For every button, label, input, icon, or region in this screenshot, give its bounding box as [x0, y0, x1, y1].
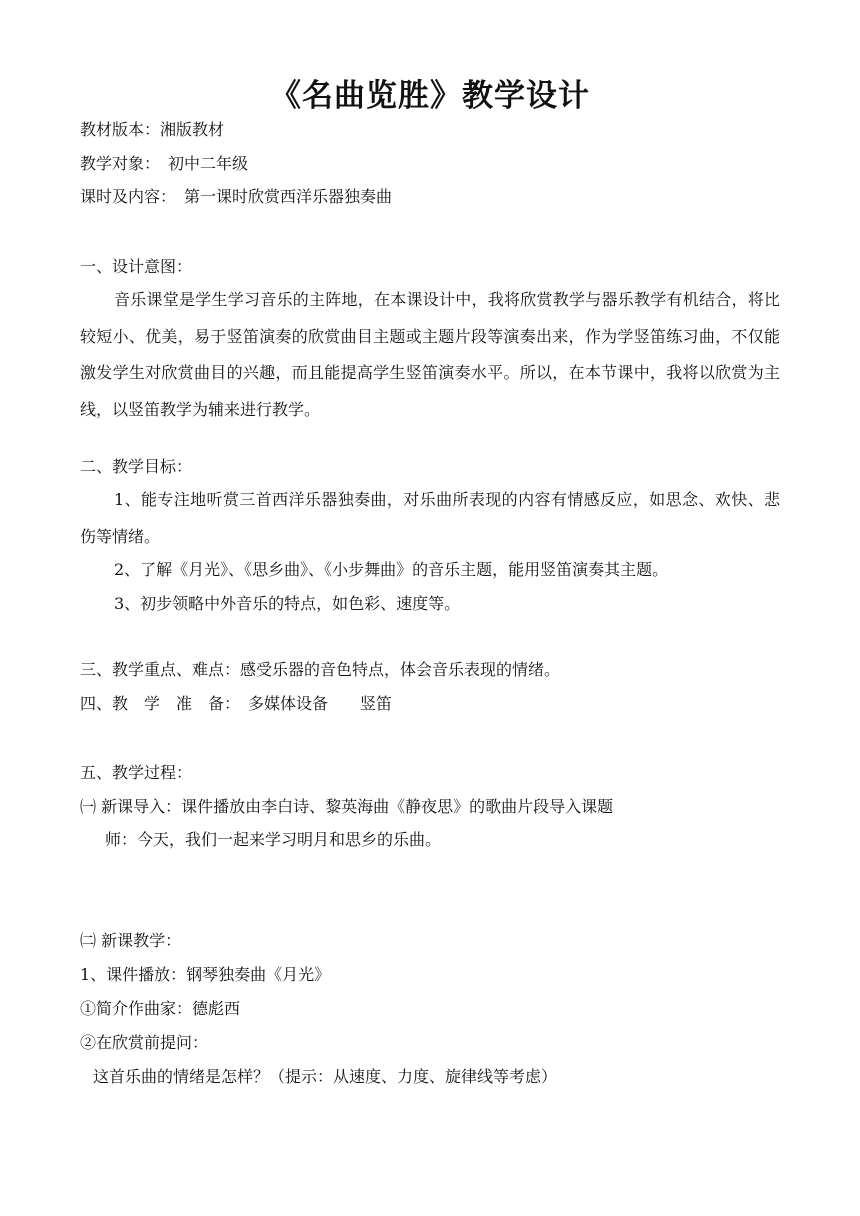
lesson-item-1: 1、课件播放：钢琴独奏曲《月光》: [80, 965, 331, 984]
document-title: 《名曲览胜》教学设计: [270, 78, 590, 114]
teaching-process-heading: 五、教学过程：: [80, 763, 193, 782]
teaching-goals-heading: 二、教学目标：: [80, 457, 193, 476]
teaching-goal-1: 1、能专注地听赏三首西洋乐器独奏曲，对乐曲所表现的内容有情感反应，如思念、欢快、悲伤等情绪。: [80, 490, 780, 546]
design-intent-heading: 一、设计意图：: [80, 257, 193, 276]
intro-step: ㈠ 新课导入：课件播放由李白诗、黎英海曲《静夜思》的歌曲片段导入课题: [80, 797, 614, 816]
teaching-preparation: 四、教 学 准 备： 多媒体设备 竖笛: [80, 694, 393, 713]
teaching-audience: 教学对象： 初中二年级: [80, 154, 249, 173]
new-lesson-heading: ㈡ 新课教学：: [80, 931, 182, 950]
lesson-item-1a: ①简介作曲家：德彪西: [80, 999, 241, 1018]
lesson-item-1b: ②在欣赏前提问：: [80, 1033, 209, 1052]
textbook-edition: 教材版本：湘版教材: [80, 120, 225, 139]
design-intent-body: 音乐课堂是学生学习音乐的主阵地，在本课设计中，我将欣赏教学与器乐教学有机结合，将比较短小、优美，易于竖笛演奏的欣赏曲目主题或主题片段等演奏出来，作为学竖笛练习曲，不仅能激发学生对欣赏曲目的兴趣，而且能提高学生竖笛演奏水平。所以，在本节课中，我将以欣赏为主线，以竖笛教学为辅来进行教学。: [80, 290, 780, 419]
teaching-goal-2: 2、了解《月光》、《思乡曲》、《小步舞曲》的音乐主题，能用竖笛演奏其主题。: [114, 560, 669, 579]
intro-teacher-line: 师：今天，我们一起来学习明月和思乡的乐曲。: [105, 830, 442, 849]
teaching-goal-3: 3、初步领略中外音乐的特点，如色彩、速度等。: [114, 594, 461, 613]
lesson-content: 课时及内容： 第一课时欣赏西洋乐器独奏曲: [80, 187, 393, 206]
key-points: 三、教学重点、难点：感受乐器的音色特点，体会音乐表现的情绪。: [80, 660, 561, 679]
lesson-item-1c: 这首乐曲的情绪是怎样？（提示：从速度、力度、旋律线等考虑）: [93, 1067, 558, 1086]
